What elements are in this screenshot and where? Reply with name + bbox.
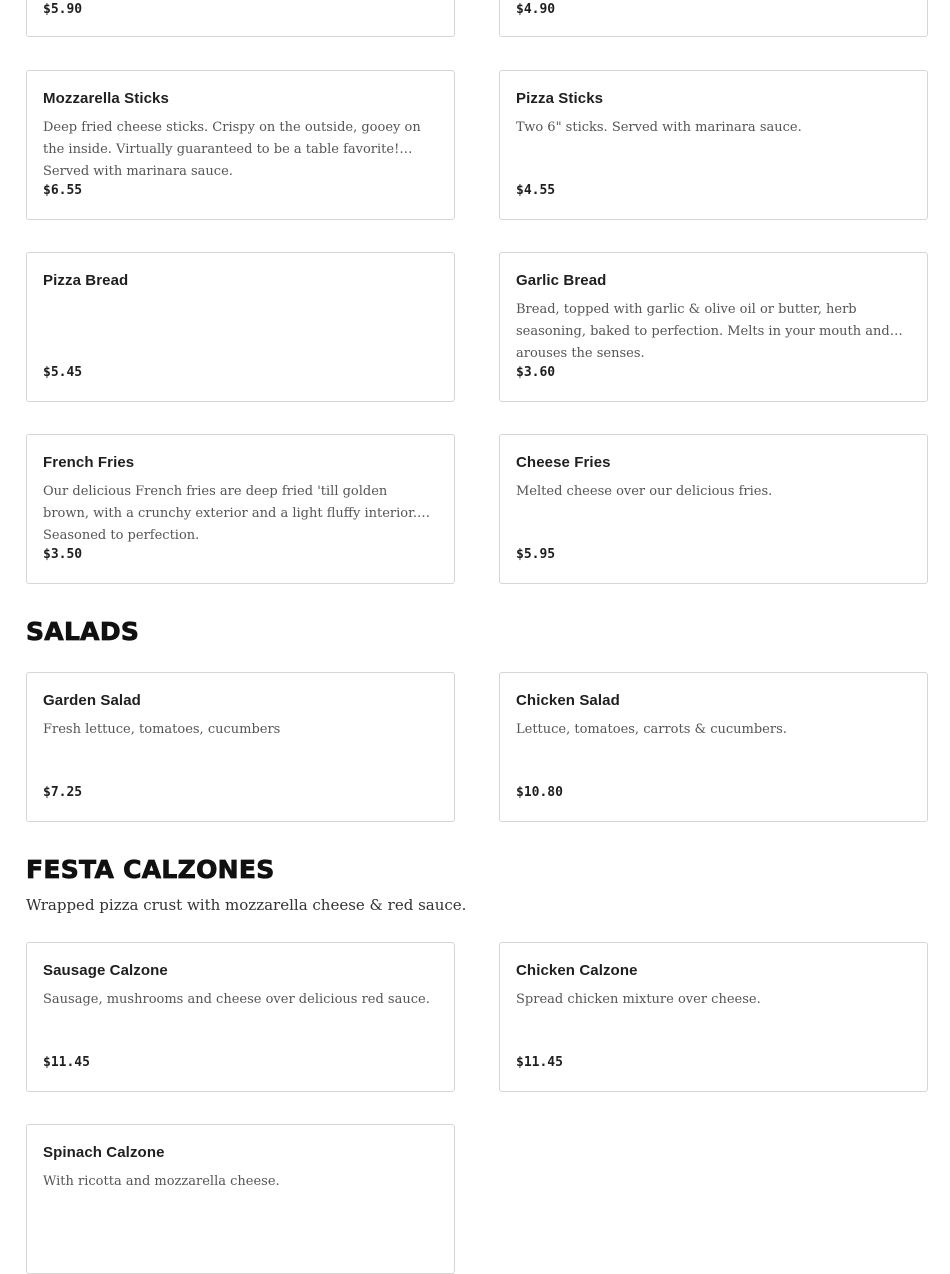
menu-item-card-pizza-sticks[interactable] [499, 70, 928, 220]
item-price: $4.90 [516, 2, 556, 17]
item-description: Lettuce, tomatoes, carrots & cucumbers. [516, 722, 787, 737]
item-description: Two 6" sticks. Served with marinara sauce. [516, 120, 802, 135]
item-name: Spinach Calzone [43, 1144, 165, 1161]
item-description: Bread, topped with garlic & olive oil or butter, herb seasoning, baked to perfection. Melts in your mouth and arouses the senses. [516, 302, 890, 361]
item-name: Mozzarella Sticks [43, 90, 169, 107]
item-name: Garden Salad [43, 692, 141, 709]
item-name: Pizza Sticks [516, 90, 604, 107]
menu-item-card-french-fries[interactable] [26, 434, 455, 584]
menu-item-card-chicken-calzone[interactable] [499, 942, 928, 1092]
item-name: French Fries [43, 454, 135, 471]
item-price: $5.90 [43, 2, 83, 17]
item-price: $4.55 [516, 183, 556, 198]
section-title-calzones: FESTA CALZONES [26, 855, 275, 884]
menu-item-card-garlic-bread[interactable] [499, 252, 928, 402]
item-price: $11.45 [43, 1055, 90, 1070]
item-name: Chicken Salad [516, 692, 620, 709]
menu-item-card[interactable] [26, 0, 455, 37]
item-price: $5.95 [516, 547, 556, 562]
item-description: Fresh lettuce, tomatoes, cucumbers [43, 722, 281, 737]
menu-item-card[interactable] [499, 0, 928, 37]
item-name: Chicken Calzone [516, 962, 638, 979]
section-title-salads: SALADS [26, 617, 140, 646]
item-description: Our delicious French fries are deep fried 'till golden brown, with a crunchy exterior and a light fluffy interior. Seasoned to perfection. [43, 484, 418, 543]
item-price: $3.60 [516, 365, 556, 380]
menu-item-card-pizza-bread[interactable] [26, 252, 455, 402]
menu-item-card-chicken-salad[interactable] [499, 672, 928, 822]
menu-item-card-sausage-calzone[interactable] [26, 942, 455, 1092]
section-description: Wrapped pizza crust with mozzarella cheese & red sauce. [26, 896, 467, 914]
item-description: Spread chicken mixture over cheese. [516, 992, 761, 1007]
item-price: $11.45 [516, 1055, 563, 1070]
item-name: Cheese Fries [516, 454, 611, 471]
item-price: $7.25 [43, 785, 83, 800]
item-description: Sausage, mushrooms and cheese over delicious red sauce. [43, 992, 430, 1007]
item-price: $6.55 [43, 183, 83, 198]
menu-item-card-garden-salad[interactable] [26, 672, 455, 822]
item-name: Sausage Calzone [43, 962, 168, 979]
item-name: Pizza Bread [43, 272, 129, 289]
item-description: With ricotta and mozzarella cheese. [43, 1174, 280, 1189]
menu-item-card-cheese-fries[interactable] [499, 434, 928, 584]
item-description: Melted cheese over our delicious fries. [516, 484, 773, 499]
menu-item-card-mozzarella-sticks[interactable] [26, 70, 455, 220]
item-price: $3.50 [43, 547, 83, 562]
item-description: Deep fried cheese sticks. Crispy on the outside, gooey on the inside. Virtually guaranteed to be a table favorite! Served with marinara sauce. [43, 120, 421, 179]
menu-item-card-spinach-calzone[interactable] [26, 1124, 455, 1274]
item-name: Garlic Bread [516, 272, 607, 289]
item-price: $5.45 [43, 365, 83, 380]
item-price: $10.80 [516, 785, 563, 800]
